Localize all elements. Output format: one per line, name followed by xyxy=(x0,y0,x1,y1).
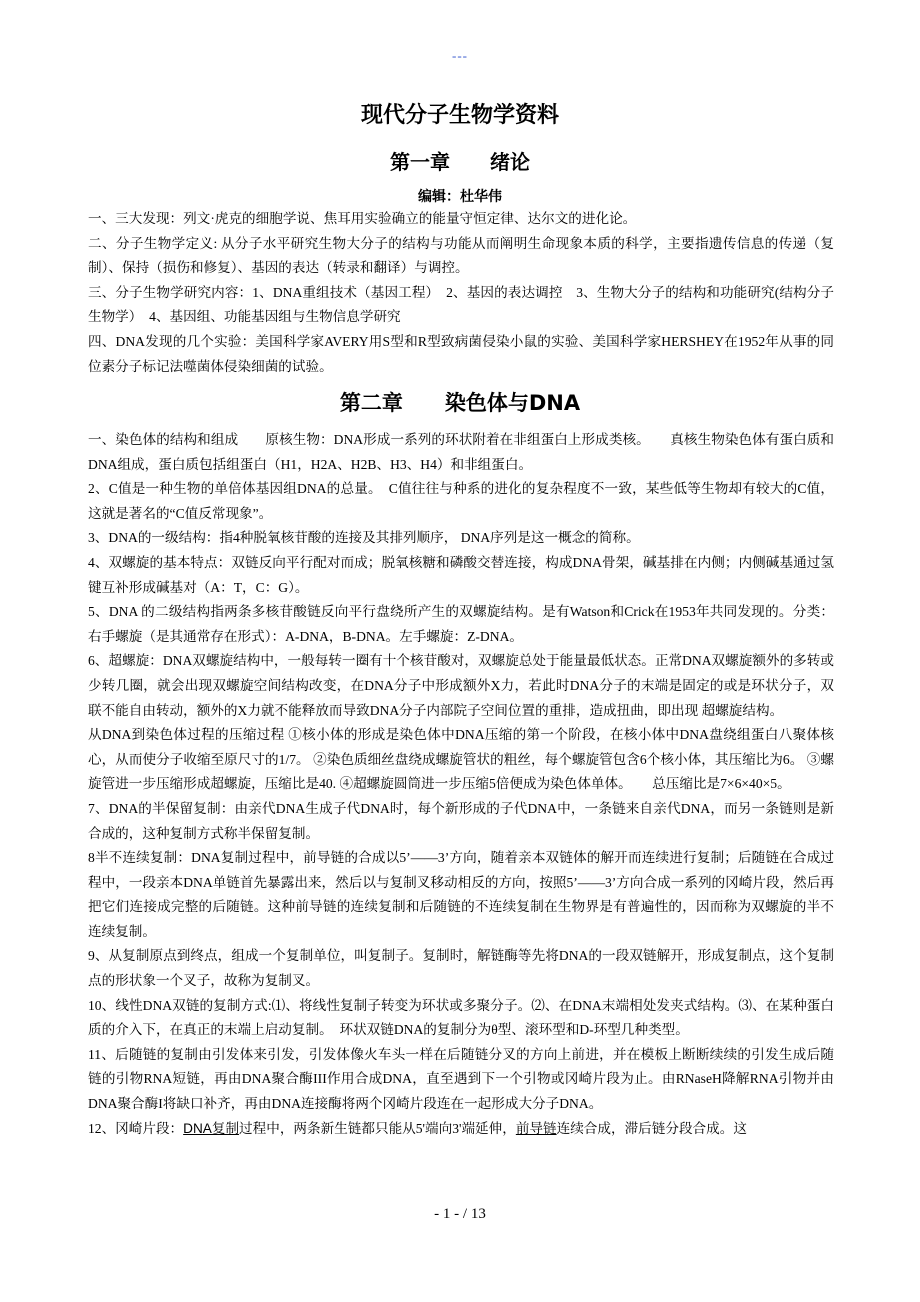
chapter2-heading: 第二章 染色体与DNA xyxy=(339,391,581,415)
page-number: - 1 - / 13 xyxy=(434,1206,486,1222)
document-title: 现代分子生物学资料 xyxy=(360,103,559,128)
paragraph: 2、C值是一种生物的单倍体基因组DNA的总量。 C值往往与种系的进化的复杂程度不一致，某些低等生物却有较大的C值，这就是著名的“C值反常现象”。 xyxy=(88,481,834,521)
header-mark: --- xyxy=(452,48,468,63)
paragraph: 8半不连续复制：DNA复制过程中，前导链的合成以5’——3’方向，随着亲本双链体的解开而连续进行复制；后随链在合成过程中，一段亲本DNA单链首先暴露出来，然后以与复制叉移动相反的方向，按照5’——3’方向合成一系列的冈崎片段，然后再把它们连接成完整的后随链。这种前导链的连续复制和后随链的不连续复制在生物界是有普遍性的，因而称为双螺旋的半不连续复制。 xyxy=(88,850,834,939)
paragraph: 一、染色体的结构和组成 原核生物：DNA形成一系列的环状附着在非组蛋白上形成类核。 真核生物染色体有蛋白质和DNA组成，蛋白质包括组蛋白（H1，H2A、H2B、H3、H4）和非组蛋白。 xyxy=(88,432,834,472)
paragraph: 11、后随链的复制由引发体来引发，引发体像火车头一样在后随链分叉的方向上前进，并在模板上断断续续的引发生成后随链的引物RNA短链，再由DNA聚合酶III作用合成DNA，直至遇到下一个引物或冈崎片段为止。由RNaseH降解RNA引物并由DNA聚合酶I将缺口补齐，再由DNA连接酶将两个冈崎片段连在一起形成大分子DNA。 xyxy=(88,1046,834,1112)
link-dna-replication[interactable]: DNA复制 xyxy=(183,1120,240,1136)
paragraph: 3、DNA的一级结构：指4种脱氧核苷酸的连接及其排列顺序， DNA序列是这一概念的简称。 xyxy=(88,530,640,546)
editor-line: 编辑：杜华伟 xyxy=(418,189,502,205)
paragraph: 7、DNA的半保留复制：由亲代DNA生成子代DNA时，每个新形成的子代DNA中，一条链来自亲代DNA，而另一条链则是新合成的，这种复制方式称半保留复制。 xyxy=(88,800,834,841)
p12-suffix: 连续合成，滞后链分段合成。这 xyxy=(556,1120,747,1136)
p12-middle: 过程中，两条新生链都只能从5'端向3'端延伸， xyxy=(239,1120,516,1136)
paragraph: 从DNA到染色体过程的压缩过程 ①核小体的形成是染色体中DNA压缩的第一个阶段，在核小体中DNA盘绕组蛋白八聚体核心，从而使分子收缩至原尺寸的1/7。 ②染色质细丝盘绕成螺旋管状的粗丝，每个螺旋管包含6个核小体，其压缩比为6。 ③螺旋管进一步压缩形成超螺旋，压缩比是40. ④超螺旋圆筒进一步压缩5倍便成为染色体单体。 总压缩比是7×6×40×5。 xyxy=(88,727,834,792)
chapter1-body xyxy=(88,207,834,379)
paragraph-12 xyxy=(88,1117,834,1142)
paragraph: 9、从复制原点到终点，组成一个复制单位，叫复制子。复制时，解链酶等先将DNA的一段双链解开，形成复制点，这个复制点的形状象一个叉子，故称为复制叉。 xyxy=(88,948,834,989)
p12-prefix: 12、冈崎片段： xyxy=(88,1120,184,1136)
paragraph: 6、超螺旋：DNA双螺旋结构中，一般每转一圈有十个核苷酸对，双螺旋总处于能量最低状态。正常DNA双螺旋额外的多转或少转几圈，就会出现双螺旋空间结构改变，在DNA分子中形成额外X力，若此时DNA分子的末端是固定的或是环状分子，双联不能自由转动，额外的X力就不能释放而导致DNA分子内部院子空间位置的重排，造成扭曲，即出现 超螺旋结构。 xyxy=(88,653,834,718)
paragraph: 10、线性DNA双链的复制方式:⑴、将线性复制子转变为环状或多聚分子。⑵、在DNA末端相处发夹式结构。⑶、在某种蛋白质的介入下，在真正的末端上启动复制。 环状双链DNA的复制分为θ型、滚环型和D-环型几种类型。 xyxy=(88,997,834,1038)
paragraph: 四、DNA发现的几个实验：美国科学家AVERY用S型和R型致病菌侵染小鼠的实验、美国科学家HERSHEY在1952年从事的同位素分子标记法噬菌体侵染细菌的试验。 xyxy=(88,333,834,374)
link-leading-strand[interactable]: 前导链 xyxy=(515,1120,557,1136)
paragraph: 5、DNA 的二级结构指两条多核苷酸链反向平行盘绕所产生的双螺旋结构。是有Watson和Crick在1953年共同发现的。分类：右手螺旋（是其通常存在形式）：A-DNA，B-DNA。左手螺旋：Z-DNA。 xyxy=(88,604,834,644)
chapter1-heading: 第一章 绪论 xyxy=(390,150,530,174)
paragraph: 4、双螺旋的基本特点：双链反向平行配对而成；脱氧核糖和磷酸交替连接，构成DNA骨架，碱基排在内侧；内侧碱基通过氢键互补形成碱基对（A：T，C：G）。 xyxy=(88,554,834,595)
paragraph: 三、分子生物学研究内容：1、DNA重组技术（基因工程） 2、基因的表达调控 3、生物大分子的结构和功能研究(结构分子生物学） 4、基因组、功能基因组与生物信息学研究 xyxy=(88,284,834,325)
paragraph: 一、三大发现：列文·虎克的细胞学说、焦耳用实验确立的能量守恒定律、达尔文的进化论。 xyxy=(88,211,637,226)
chapter2-body xyxy=(88,428,834,1141)
paragraph: 二、分子生物学定义: 从分子水平研究生物大分子的结构与功能从而阐明生命现象本质的科学，主要指遗传信息的传递（复制）、保持（损伤和修复）、基因的表达（转录和翻译）与调控。 xyxy=(88,235,834,276)
